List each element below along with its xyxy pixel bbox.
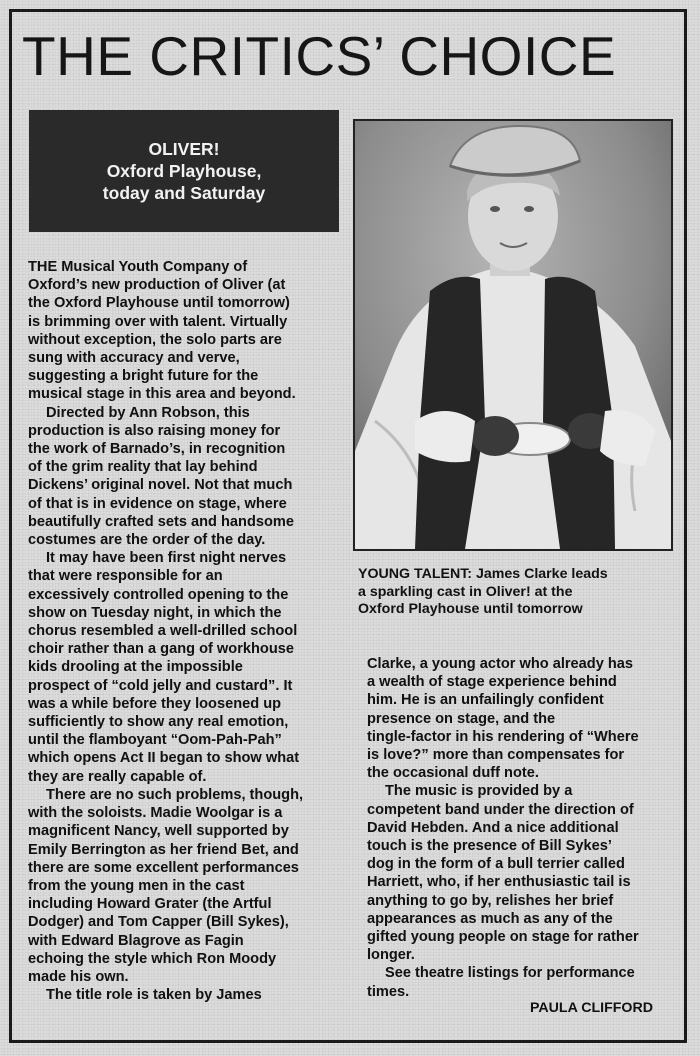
text-line: is love?” more than compensates for [367, 747, 625, 764]
text-line: which opens Act II began to show what [28, 750, 300, 767]
text-line: Clarke, a young actor who already has [367, 656, 634, 672]
text-line: is brimming over with talent. Virtually [28, 313, 288, 330]
text-line: presence on stage, and the [367, 710, 556, 727]
text-line: THE Musical Youth Company of [28, 259, 248, 275]
text-line: costumes are the order of the day. [28, 532, 266, 549]
text-line: dog in the form of a bull terrier called [367, 856, 625, 873]
text-line: prospect of “cold jelly and custard”. It [28, 677, 293, 694]
text-line: the Oxford Playhouse until tomorrow) [28, 295, 290, 312]
page-title: THE CRITICS’ CHOICE [22, 25, 617, 87]
text-line: him. He is an unfailingly confident [367, 692, 604, 709]
text-line: of the grim reality that lay behind [28, 459, 258, 476]
show-dates: today and Saturday [102, 183, 266, 203]
article-column-left [28, 258, 340, 1004]
text-line: tingle-factor in his rendering of “Where [367, 728, 639, 745]
text-line: from the young men in the cast [28, 877, 245, 894]
text-line: Harriett, who, if her enthusiastic tail is [367, 874, 631, 891]
text-line: Directed by Ann Robson, this [46, 404, 250, 421]
show-title: OLIVER! [148, 139, 220, 159]
text-line: sung with accuracy and verve, [28, 350, 240, 367]
text-line: they are really capable of. [28, 768, 207, 785]
text-line: touch is the presence of Bill Sykes’ [367, 838, 612, 855]
photo-caption [358, 566, 678, 619]
text-line: production is also raising money for [28, 422, 281, 439]
text-line: chorus resembled a well-drilled school [28, 623, 298, 640]
text-line: The music is provided by a [385, 783, 573, 800]
text-line: choir rather than a gang of workhouse [28, 641, 294, 658]
text-line: the work of Barnado’s, in recognition [28, 441, 286, 458]
text-line: David Hebden. And a nice additional [367, 819, 619, 836]
caption-line: YOUNG TALENT: James Clarke leads [358, 566, 608, 582]
text-line: kids drooling at the impossible [28, 659, 243, 676]
author-byline: PAULA CLIFFORD [530, 1000, 653, 1016]
text-line: The title role is taken by James [46, 987, 262, 1004]
text-line: appearances as much as any of the [367, 910, 613, 927]
text-line: that were responsible for an [28, 568, 223, 585]
text-line: excessively controlled opening to the [28, 586, 289, 603]
text-line: beautifully crafted sets and handsome [28, 513, 294, 530]
text-line: competent band under the direction of [367, 801, 634, 818]
text-line: musical stage in this area and beyond. [28, 386, 296, 403]
text-line: Oxford’s new production of Oliver (at [28, 277, 286, 294]
text-line: including Howard Grater (the Artful [28, 896, 272, 913]
caption-line: a sparkling cast in Oliver! at the [358, 583, 573, 600]
text-line: Dickens’ original novel. Not that much [28, 477, 293, 494]
article-column-right [367, 655, 677, 1001]
text-line: a wealth of stage experience behind [367, 674, 617, 691]
text-line: there are some excellent performances [28, 859, 299, 876]
text-line: sufficiently to show any real emotion, [28, 714, 289, 731]
text-line: suggesting a bright future for the [28, 368, 259, 385]
text-line: show on Tuesday night, in which the [28, 604, 282, 621]
text-line: There are no such problems, though, [46, 786, 304, 803]
text-line: echoing the style which Ron Moody [28, 950, 277, 967]
text-line: of that is in evidence on stage, where [28, 495, 287, 512]
text-line: It may have been first night nerves [46, 550, 287, 567]
text-line: anything to go by, relishes her brief [367, 892, 614, 909]
text-line: the occasional duff note. [367, 765, 539, 782]
text-line: Dodger) and Tom Capper (Bill Sykes), [28, 914, 289, 931]
text-line: Emily Berrington as her friend Bet, and [28, 841, 299, 858]
text-line: until the flamboyant “Oom-Pah-Pah” [28, 732, 282, 749]
caption-line: Oxford Playhouse until tomorrow [358, 601, 583, 617]
text-line: without exception, the solo parts are [28, 331, 282, 348]
actor-photo-illustration [355, 121, 671, 549]
text-line: times. [367, 983, 410, 1000]
text-line: magnificent Nancy, well supported by [28, 823, 289, 840]
text-line: See theatre listings for performance [385, 965, 635, 982]
actor-photo [353, 119, 673, 551]
show-info-box [29, 110, 339, 232]
show-venue: Oxford Playhouse, [106, 161, 262, 181]
text-line: longer. [367, 947, 415, 964]
text-line: with the soloists. Madie Woolgar is a [28, 805, 283, 822]
text-line: was a while before they loosened up [28, 695, 282, 712]
text-line: with Edward Blagrove as Fagin [28, 932, 244, 949]
text-line: gifted young people on stage for rather [367, 929, 639, 946]
text-line: made his own. [28, 968, 129, 985]
